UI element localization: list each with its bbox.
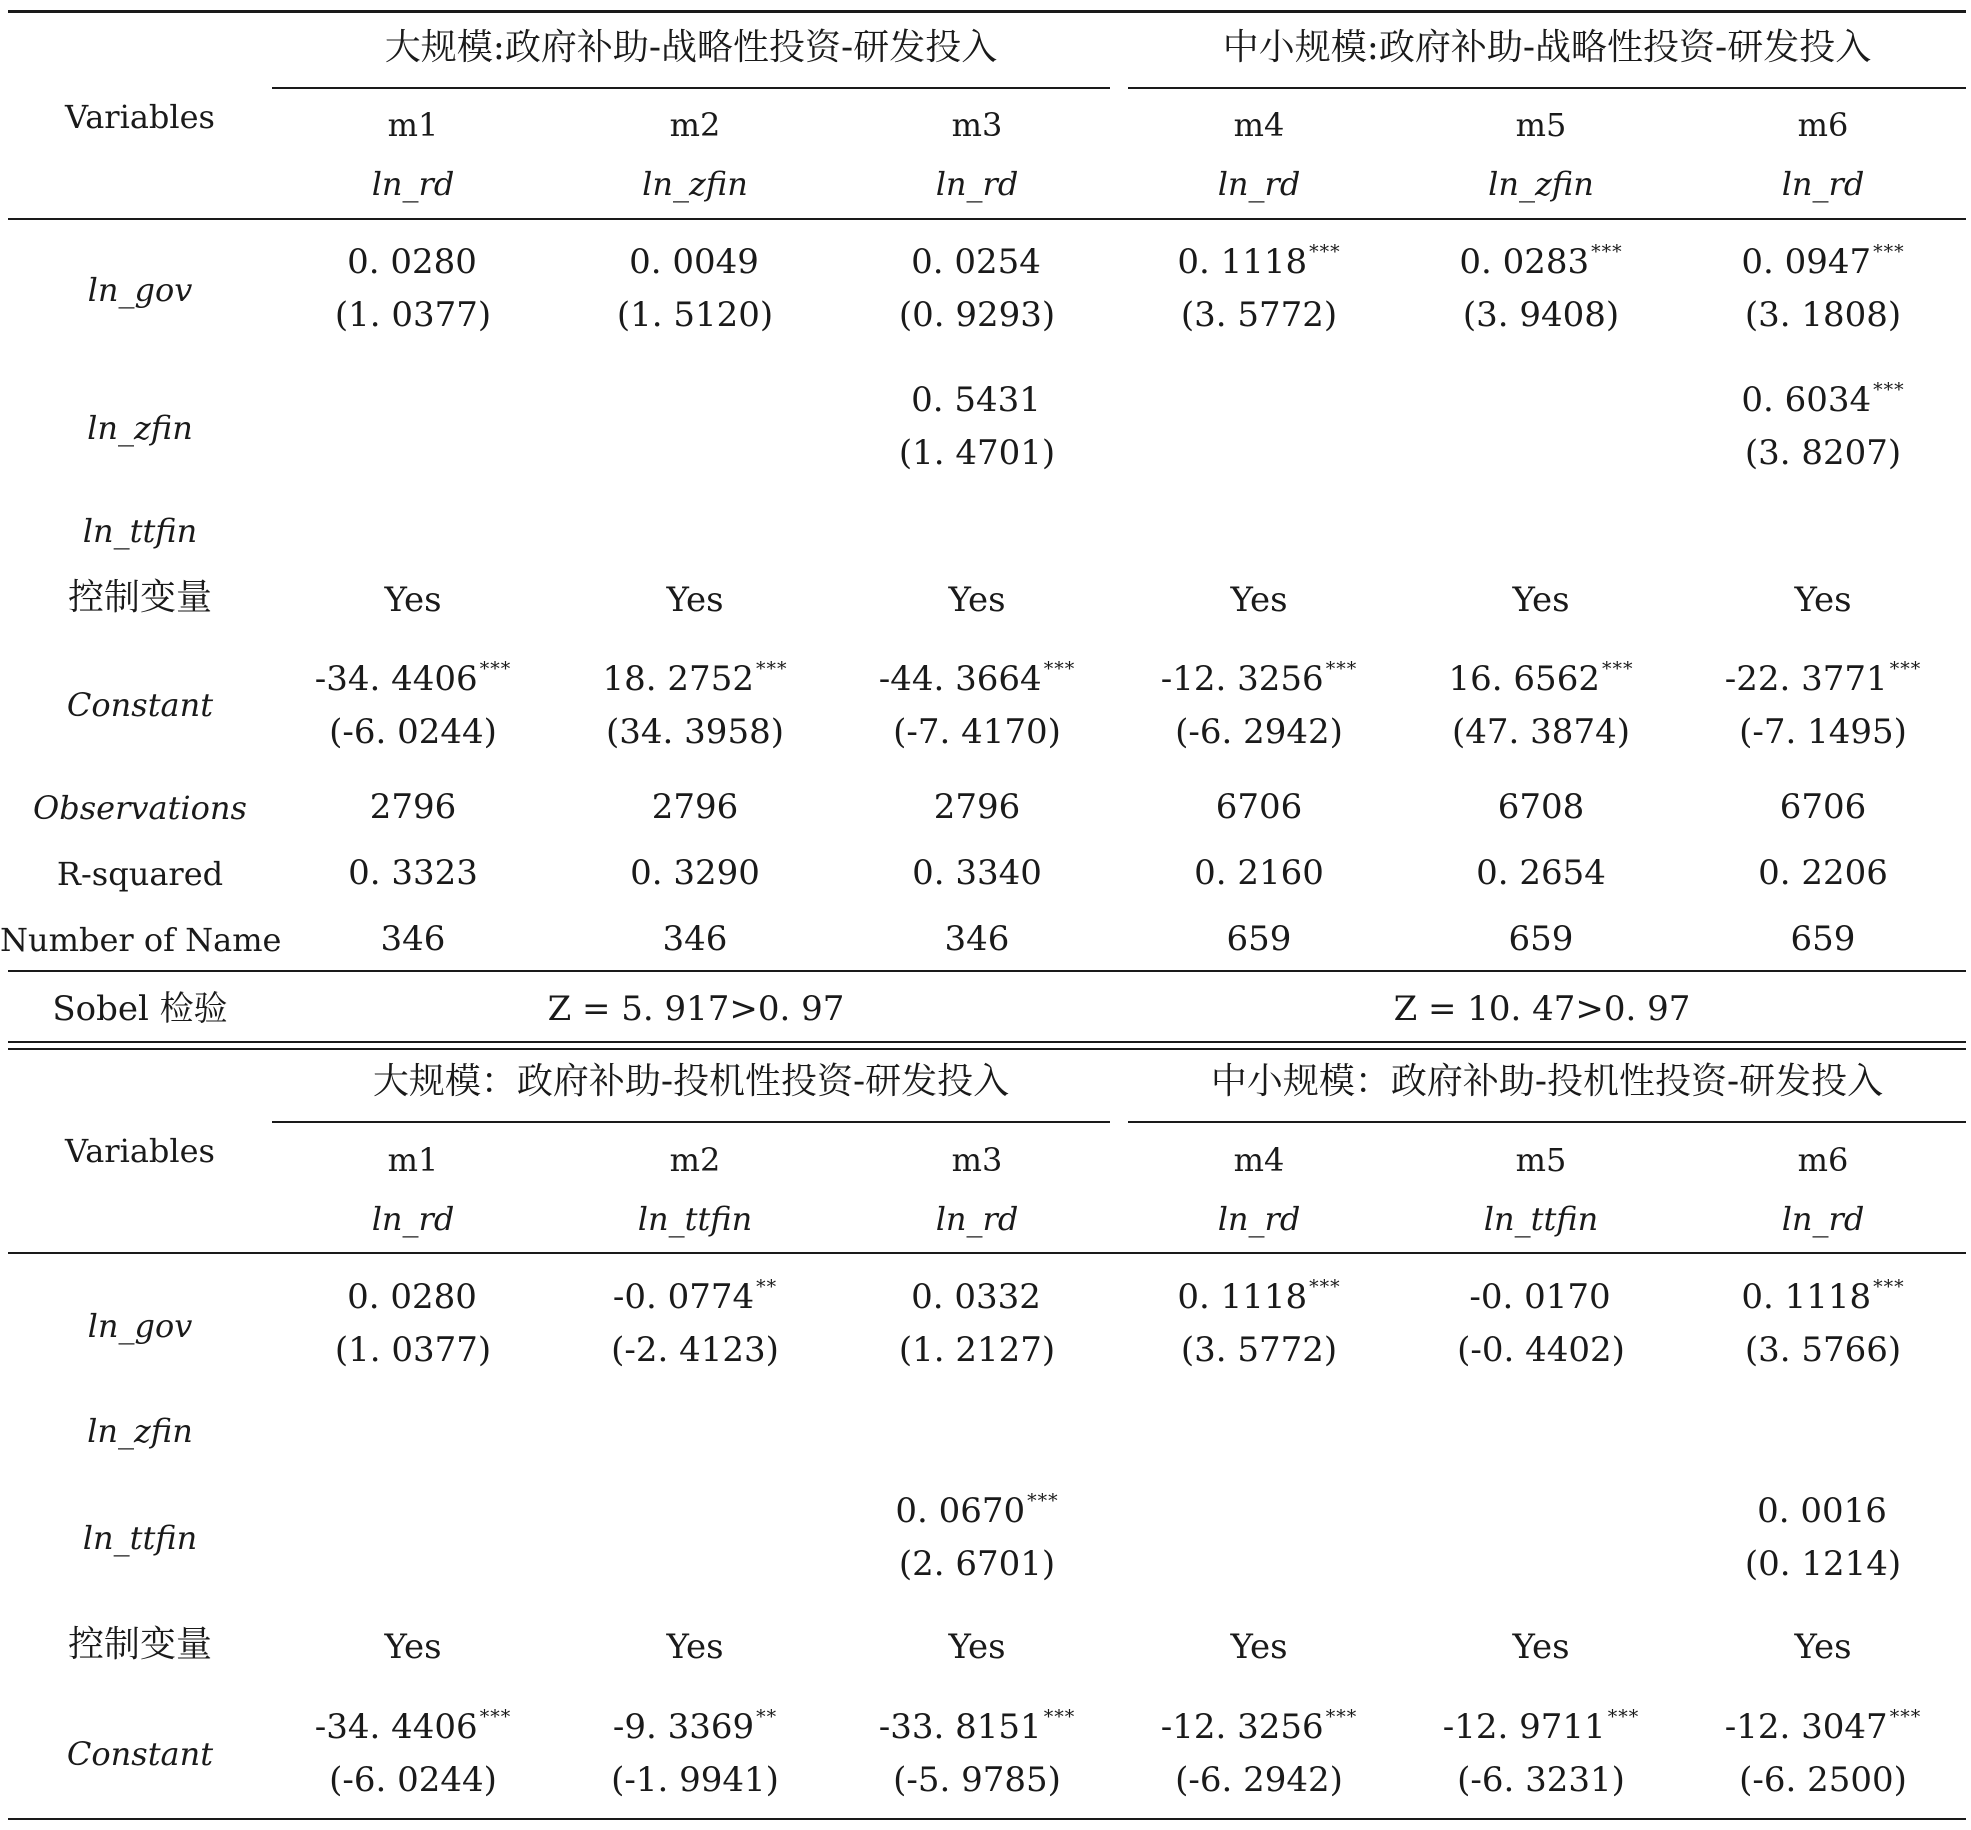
panel1-rsquared-value: 0. 2654 (1476, 853, 1606, 893)
panel2-coef: 0. 0016 (1757, 1491, 1887, 1531)
panel2-row-label-ln-zfin: ln_zfin (87, 1412, 193, 1450)
panel2-model-m4: m4 (1233, 1141, 1285, 1179)
panel1-coef: 0. 0947 *** (1741, 241, 1905, 282)
panel2-tstat: (3. 5772) (1180, 1330, 1338, 1370)
panel1-coef: -44. 3664 *** (878, 658, 1076, 699)
panel2-variables-label: Variables (65, 1132, 215, 1170)
sobel-result-large: Z = 5. 917>0. 97 (547, 989, 845, 1029)
panel2-model-m1: m1 (387, 1141, 439, 1179)
panel2-controls-value: Yes (1794, 1627, 1852, 1667)
panel2-depvar-m4: ln_rd (1217, 1200, 1301, 1238)
panel2-row-label-constant: Constant (66, 1735, 214, 1773)
panel1-observations-value: 6706 (1779, 787, 1867, 827)
panel2-tstat: (-5. 9785) (893, 1760, 1061, 1800)
panel1-controls-value: Yes (1794, 580, 1852, 620)
panel1-model-m6: m6 (1797, 106, 1849, 144)
top-rule (8, 10, 1966, 13)
panel1-depvar-m5: ln_zfin (1488, 165, 1594, 203)
panel2-controls-value: Yes (1230, 1627, 1288, 1667)
panel2-depvar-m1: ln_rd (371, 1200, 455, 1238)
panel-separator-rule-upper (8, 1041, 1966, 1043)
panel1-number-of-name-value: 659 (1508, 919, 1574, 959)
panel1-rsquared-value: 0. 2206 (1758, 853, 1888, 893)
panel2-tstat: (0. 1214) (1744, 1544, 1902, 1584)
panel1-variables-label: Variables (65, 98, 215, 136)
panel2-tstat: (-6. 2942) (1175, 1760, 1343, 1800)
panel1-controls-value: Yes (384, 580, 442, 620)
panel2-coef: 0. 0332 (911, 1277, 1041, 1317)
panel2-controls-value: Yes (384, 1627, 442, 1667)
panel1-number-of-name-value: 346 (944, 919, 1010, 959)
panel1-title-left: 大规模:政府补助-战略性投资-研发投入 (384, 27, 998, 68)
panel2-tstat: (-6. 2500) (1739, 1760, 1907, 1800)
panel2-group-rule-right (1128, 1121, 1966, 1123)
panel2-coef: 0. 1118 *** (1741, 1276, 1905, 1317)
panel1-number-of-name-value: 659 (1226, 919, 1292, 959)
panel2-depvar-m5: ln_ttfin (1483, 1200, 1599, 1238)
panel2-model-m5: m5 (1515, 1141, 1567, 1179)
panel2-tstat: (-6. 3231) (1457, 1760, 1625, 1800)
panel2-row-label-ln-gov: ln_gov (87, 1307, 193, 1345)
panel1-coef: 0. 0283 *** (1459, 241, 1623, 282)
panel1-coef: -34. 4406 *** (314, 658, 512, 699)
panel1-group-rule-right (1128, 87, 1966, 89)
panel1-header-rule (8, 218, 1966, 220)
panel1-number-of-name-value: 659 (1790, 919, 1856, 959)
panel2-tstat: (-6. 0244) (329, 1760, 497, 1800)
panel-separator-rule-lower (8, 1048, 1966, 1050)
panel1-depvar-m4: ln_rd (1217, 165, 1301, 203)
panel1-coef: 0. 6034 *** (1741, 379, 1905, 420)
panel1-tstat: (34. 3958) (606, 712, 784, 752)
panel1-tstat: (1. 4701) (898, 433, 1056, 473)
panel1-coef: 0. 0254 (911, 242, 1041, 282)
panel1-controls-value: Yes (948, 580, 1006, 620)
panel2-row-label-ln-ttfin: ln_ttfin (82, 1519, 198, 1557)
panel2-tstat: (2. 6701) (898, 1544, 1056, 1584)
panel1-tstat: (3. 1808) (1744, 295, 1902, 335)
panel2-title-left: 大规模：政府补助-投机性投资-研发投入 (372, 1061, 1010, 1102)
panel1-rsquared-value: 0. 2160 (1194, 853, 1324, 893)
panel1-tstat: (3. 9408) (1462, 295, 1620, 335)
panel1-controls-value: Yes (1512, 580, 1570, 620)
panel1-observations-value: 6706 (1215, 787, 1303, 827)
panel1-title-right: 中小规模:政府补助-战略性投资-研发投入 (1222, 27, 1872, 68)
panel1-stats-rule (8, 970, 1966, 972)
bottom-rule (8, 1818, 1966, 1820)
panel2-depvar-m6: ln_rd (1781, 1200, 1865, 1238)
panel2-depvar-m3: ln_rd (935, 1200, 1019, 1238)
panel1-depvar-m1: ln_rd (371, 165, 455, 203)
panel1-tstat: (47. 3874) (1452, 712, 1630, 752)
panel2-group-rule-left (272, 1121, 1110, 1123)
panel1-row-label-rsquared: R-squared (56, 855, 224, 893)
panel2-coef: -9. 3369 ** (612, 1706, 778, 1747)
panel2-controls-value: Yes (666, 1627, 724, 1667)
panel2-tstat: (3. 5766) (1744, 1330, 1902, 1370)
panel2-depvar-m2: ln_ttfin (637, 1200, 753, 1238)
panel2-controls-value: Yes (948, 1627, 1006, 1667)
panel2-title-right: 中小规模：政府补助-投机性投资-研发投入 (1210, 1061, 1884, 1102)
panel1-observations-value: 2796 (651, 787, 739, 827)
panel1-model-m4: m4 (1233, 106, 1285, 144)
panel1-observations-value: 6708 (1497, 787, 1585, 827)
panel1-model-m2: m2 (669, 106, 721, 144)
panel1-tstat: (3. 5772) (1180, 295, 1338, 335)
panel1-coef: 0. 0049 (629, 242, 759, 282)
panel1-row-label-controls: 控制变量 (67, 577, 212, 618)
panel2-coef: -12. 9711 *** (1442, 1706, 1640, 1747)
panel1-controls-value: Yes (1230, 580, 1288, 620)
panel1-observations-value: 2796 (933, 787, 1021, 827)
panel2-coef: 0. 1118 *** (1177, 1276, 1341, 1317)
panel2-coef: 0. 0670 *** (895, 1490, 1059, 1531)
panel1-coef: 0. 5431 (911, 380, 1041, 420)
panel2-coef: -12. 3256 *** (1160, 1706, 1358, 1747)
panel2-controls-value: Yes (1512, 1627, 1570, 1667)
panel1-number-of-name-value: 346 (380, 919, 446, 959)
panel1-depvar-m6: ln_rd (1781, 165, 1865, 203)
panel1-coef: 0. 0280 (347, 242, 477, 282)
panel1-group-rule-left (272, 87, 1110, 89)
panel1-number-of-name-value: 346 (662, 919, 728, 959)
panel1-tstat: (-7. 1495) (1739, 712, 1907, 752)
panel1-model-m1: m1 (387, 106, 439, 144)
panel2-model-m2: m2 (669, 1141, 721, 1179)
panel2-coef: -0. 0170 (1469, 1277, 1611, 1317)
panel1-model-m3: m3 (951, 106, 1003, 144)
panel1-rsquared-value: 0. 3323 (348, 853, 478, 893)
panel2-tstat: (-1. 9941) (611, 1760, 779, 1800)
panel2-coef: -12. 3047 *** (1724, 1706, 1922, 1747)
panel2-tstat: (-0. 4402) (1457, 1330, 1625, 1370)
panel1-coef: -12. 3256 *** (1160, 658, 1358, 699)
sobel-label: Sobel 检验 (52, 989, 228, 1029)
panel1-row-label-ln-gov: ln_gov (87, 271, 193, 309)
panel2-tstat: (1. 0377) (334, 1330, 492, 1370)
panel1-row-label-number-of-name: Number of Name (0, 921, 282, 959)
panel1-row-label-constant: Constant (66, 686, 214, 724)
panel1-row-label-ln-ttfin: ln_ttfin (82, 512, 198, 550)
panel2-tstat: (-2. 4123) (611, 1330, 779, 1370)
panel1-depvar-m3: ln_rd (935, 165, 1019, 203)
panel1-row-label-observations: Observations (33, 789, 247, 827)
panel1-controls-value: Yes (666, 580, 724, 620)
panel1-coef: 16. 6562 *** (1448, 658, 1634, 699)
panel1-model-m5: m5 (1515, 106, 1567, 144)
panel2-coef: 0. 0280 (347, 1277, 477, 1317)
panel2-coef: -33. 8151 *** (878, 1706, 1076, 1747)
panel2-coef: -34. 4406 *** (314, 1706, 512, 1747)
panel1-rsquared-value: 0. 3290 (630, 853, 760, 893)
sobel-result-small-medium: Z = 10. 47>0. 97 (1393, 989, 1691, 1029)
panel2-tstat: (1. 2127) (898, 1330, 1056, 1370)
panel1-tstat: (1. 0377) (334, 295, 492, 335)
panel1-tstat: (-7. 4170) (893, 712, 1061, 752)
panel2-model-m6: m6 (1797, 1141, 1849, 1179)
panel1-observations-value: 2796 (369, 787, 457, 827)
panel1-tstat: (-6. 2942) (1175, 712, 1343, 752)
panel2-header-rule (8, 1252, 1966, 1254)
panel1-row-label-ln-zfin: ln_zfin (87, 409, 193, 447)
panel2-coef: -0. 0774 ** (612, 1276, 778, 1317)
panel1-tstat: (1. 5120) (616, 295, 774, 335)
panel1-tstat: (0. 9293) (898, 295, 1056, 335)
panel1-depvar-m2: ln_zfin (642, 165, 748, 203)
panel2-model-m3: m3 (951, 1141, 1003, 1179)
panel1-coef: 18. 2752 *** (602, 658, 788, 699)
panel1-tstat: (3. 8207) (1744, 433, 1902, 473)
panel1-tstat: (-6. 0244) (329, 712, 497, 752)
panel1-coef: 0. 1118 *** (1177, 241, 1341, 282)
panel1-rsquared-value: 0. 3340 (912, 853, 1042, 893)
panel1-coef: -22. 3771 *** (1724, 658, 1922, 699)
panel2-row-label-controls: 控制变量 (67, 1624, 212, 1665)
